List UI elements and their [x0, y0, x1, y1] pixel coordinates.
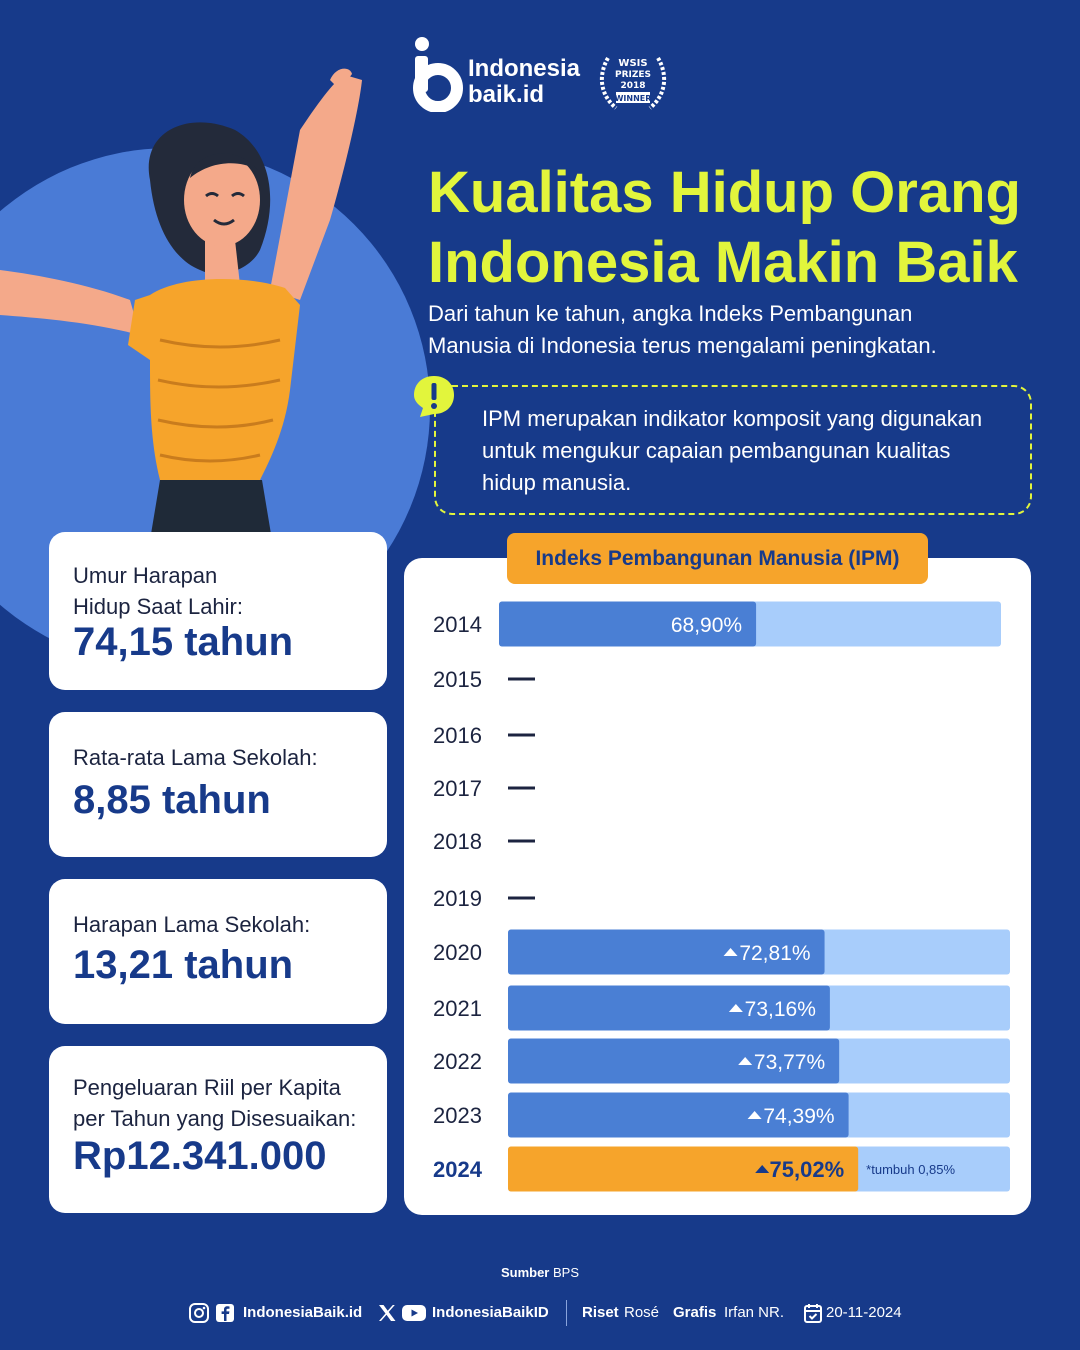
stat-label-line: Rata-rata Lama Sekolah: — [73, 745, 318, 770]
subtitle-line-1: Dari tahun ke tahun, angka Indeks Pembangunan — [428, 301, 913, 326]
stat-card-expected-schooling — [49, 879, 387, 1024]
award-line-2: PRIZES — [614, 70, 652, 80]
stat-card-expenditure — [49, 1046, 387, 1213]
stat-label — [73, 560, 243, 622]
year-label: 2018 — [433, 829, 482, 854]
note-line-2: untuk mengukur capaian pembangunan kualitas — [482, 438, 951, 463]
logo-line-2: baik.id — [468, 81, 545, 108]
year-label: 2019 — [433, 886, 482, 911]
stat-value: 8,85 tahun — [73, 778, 271, 822]
footer — [0, 1300, 1080, 1328]
bar-value-label: 73,16% — [744, 998, 816, 1021]
year-label: 2021 — [433, 996, 482, 1021]
grafis-label: Grafis — [673, 1304, 717, 1321]
year-label: 2014 — [433, 612, 482, 637]
year-label: 2015 — [433, 667, 482, 692]
ipm-definition-note — [434, 385, 1032, 515]
ipm-bar-chart — [404, 558, 1031, 1215]
stat-value: 13,21 tahun — [73, 943, 294, 987]
year-label: 2020 — [433, 940, 482, 965]
footer-handle-social[interactable]: IndonesiaBaikID — [432, 1304, 549, 1321]
exclamation-icon — [412, 374, 456, 418]
stat-label-line: Umur Harapan — [73, 563, 218, 588]
instagram-icon[interactable] — [188, 1302, 210, 1324]
wsis-award-badge — [598, 50, 668, 116]
note-line-1: IPM merupakan indikator komposit yang digunakan — [482, 406, 983, 431]
calendar-icon — [803, 1302, 823, 1324]
bar-value-label: 75,02% — [769, 1157, 845, 1182]
stat-label-line: Hidup Saat Lahir: — [73, 594, 243, 619]
footer-handle-website[interactable]: IndonesiaBaik.id — [243, 1304, 363, 1321]
stat-label-line: Pengeluaran Riil per Kapita — [73, 1075, 341, 1100]
riset-label: Riset — [582, 1304, 619, 1321]
grafis-name: Irfan NR. — [724, 1304, 785, 1321]
award-line-4: WINNER — [614, 94, 652, 103]
source-label: Sumber — [500, 1265, 550, 1280]
stat-label-line: per Tahun yang Disesuaikan: — [73, 1106, 357, 1131]
stat-label — [73, 1072, 356, 1134]
year-label: 2023 — [433, 1103, 482, 1128]
stat-label-line: Harapan Lama Sekolah: — [73, 912, 311, 937]
facebook-icon[interactable] — [214, 1302, 236, 1324]
subtitle-line-2: Manusia di Indonesia terus mengalami peningkatan. — [428, 333, 937, 358]
chart-title: Indeks Pembangunan Manusia (IPM) — [507, 533, 928, 584]
logo-mark-icon — [412, 36, 464, 112]
logo-wordmark — [468, 56, 580, 108]
title-line-1: Kualitas Hidup Orang — [428, 160, 1021, 225]
indonesiabaik-logo — [412, 36, 672, 116]
stat-label — [73, 909, 310, 940]
bar-value-label: 68,90% — [670, 614, 743, 637]
year-label: 2024 — [433, 1157, 482, 1182]
year-label: 2017 — [433, 776, 482, 801]
publish-date: 20-11-2024 — [826, 1304, 902, 1321]
bar-value-label: 72,81% — [739, 942, 811, 965]
stat-value: Rp12.341.000 — [73, 1134, 327, 1178]
bar-value-label: 74,39% — [763, 1105, 835, 1128]
page-subtitle — [428, 298, 1048, 362]
woman-illustration — [0, 60, 400, 540]
growth-annotation: *tumbuh 0,85% — [866, 1162, 956, 1177]
footer-divider — [566, 1300, 567, 1326]
x-twitter-icon[interactable] — [376, 1302, 398, 1324]
note-text — [482, 403, 1022, 499]
stat-value: 74,15 tahun — [73, 620, 294, 664]
title-line-2: Indonesia Makin Baik — [428, 230, 1018, 295]
year-label: 2016 — [433, 723, 482, 748]
year-label: 2022 — [433, 1049, 482, 1074]
note-line-3: hidup manusia. — [482, 470, 632, 495]
award-line-1: WSIS — [618, 58, 648, 69]
stat-card-life-expectancy — [49, 532, 387, 690]
source-line — [0, 1265, 1080, 1280]
youtube-icon[interactable] — [401, 1302, 427, 1324]
award-line-3: 2018 — [620, 81, 646, 91]
riset-name: Rosé — [624, 1304, 660, 1321]
page-title — [428, 158, 1068, 298]
logo-line-1: Indonesia — [468, 55, 581, 82]
source-value: BPS — [553, 1265, 580, 1280]
stat-label — [73, 742, 318, 773]
stat-card-mean-schooling — [49, 712, 387, 857]
bar-value-label: 73,77% — [753, 1051, 826, 1074]
